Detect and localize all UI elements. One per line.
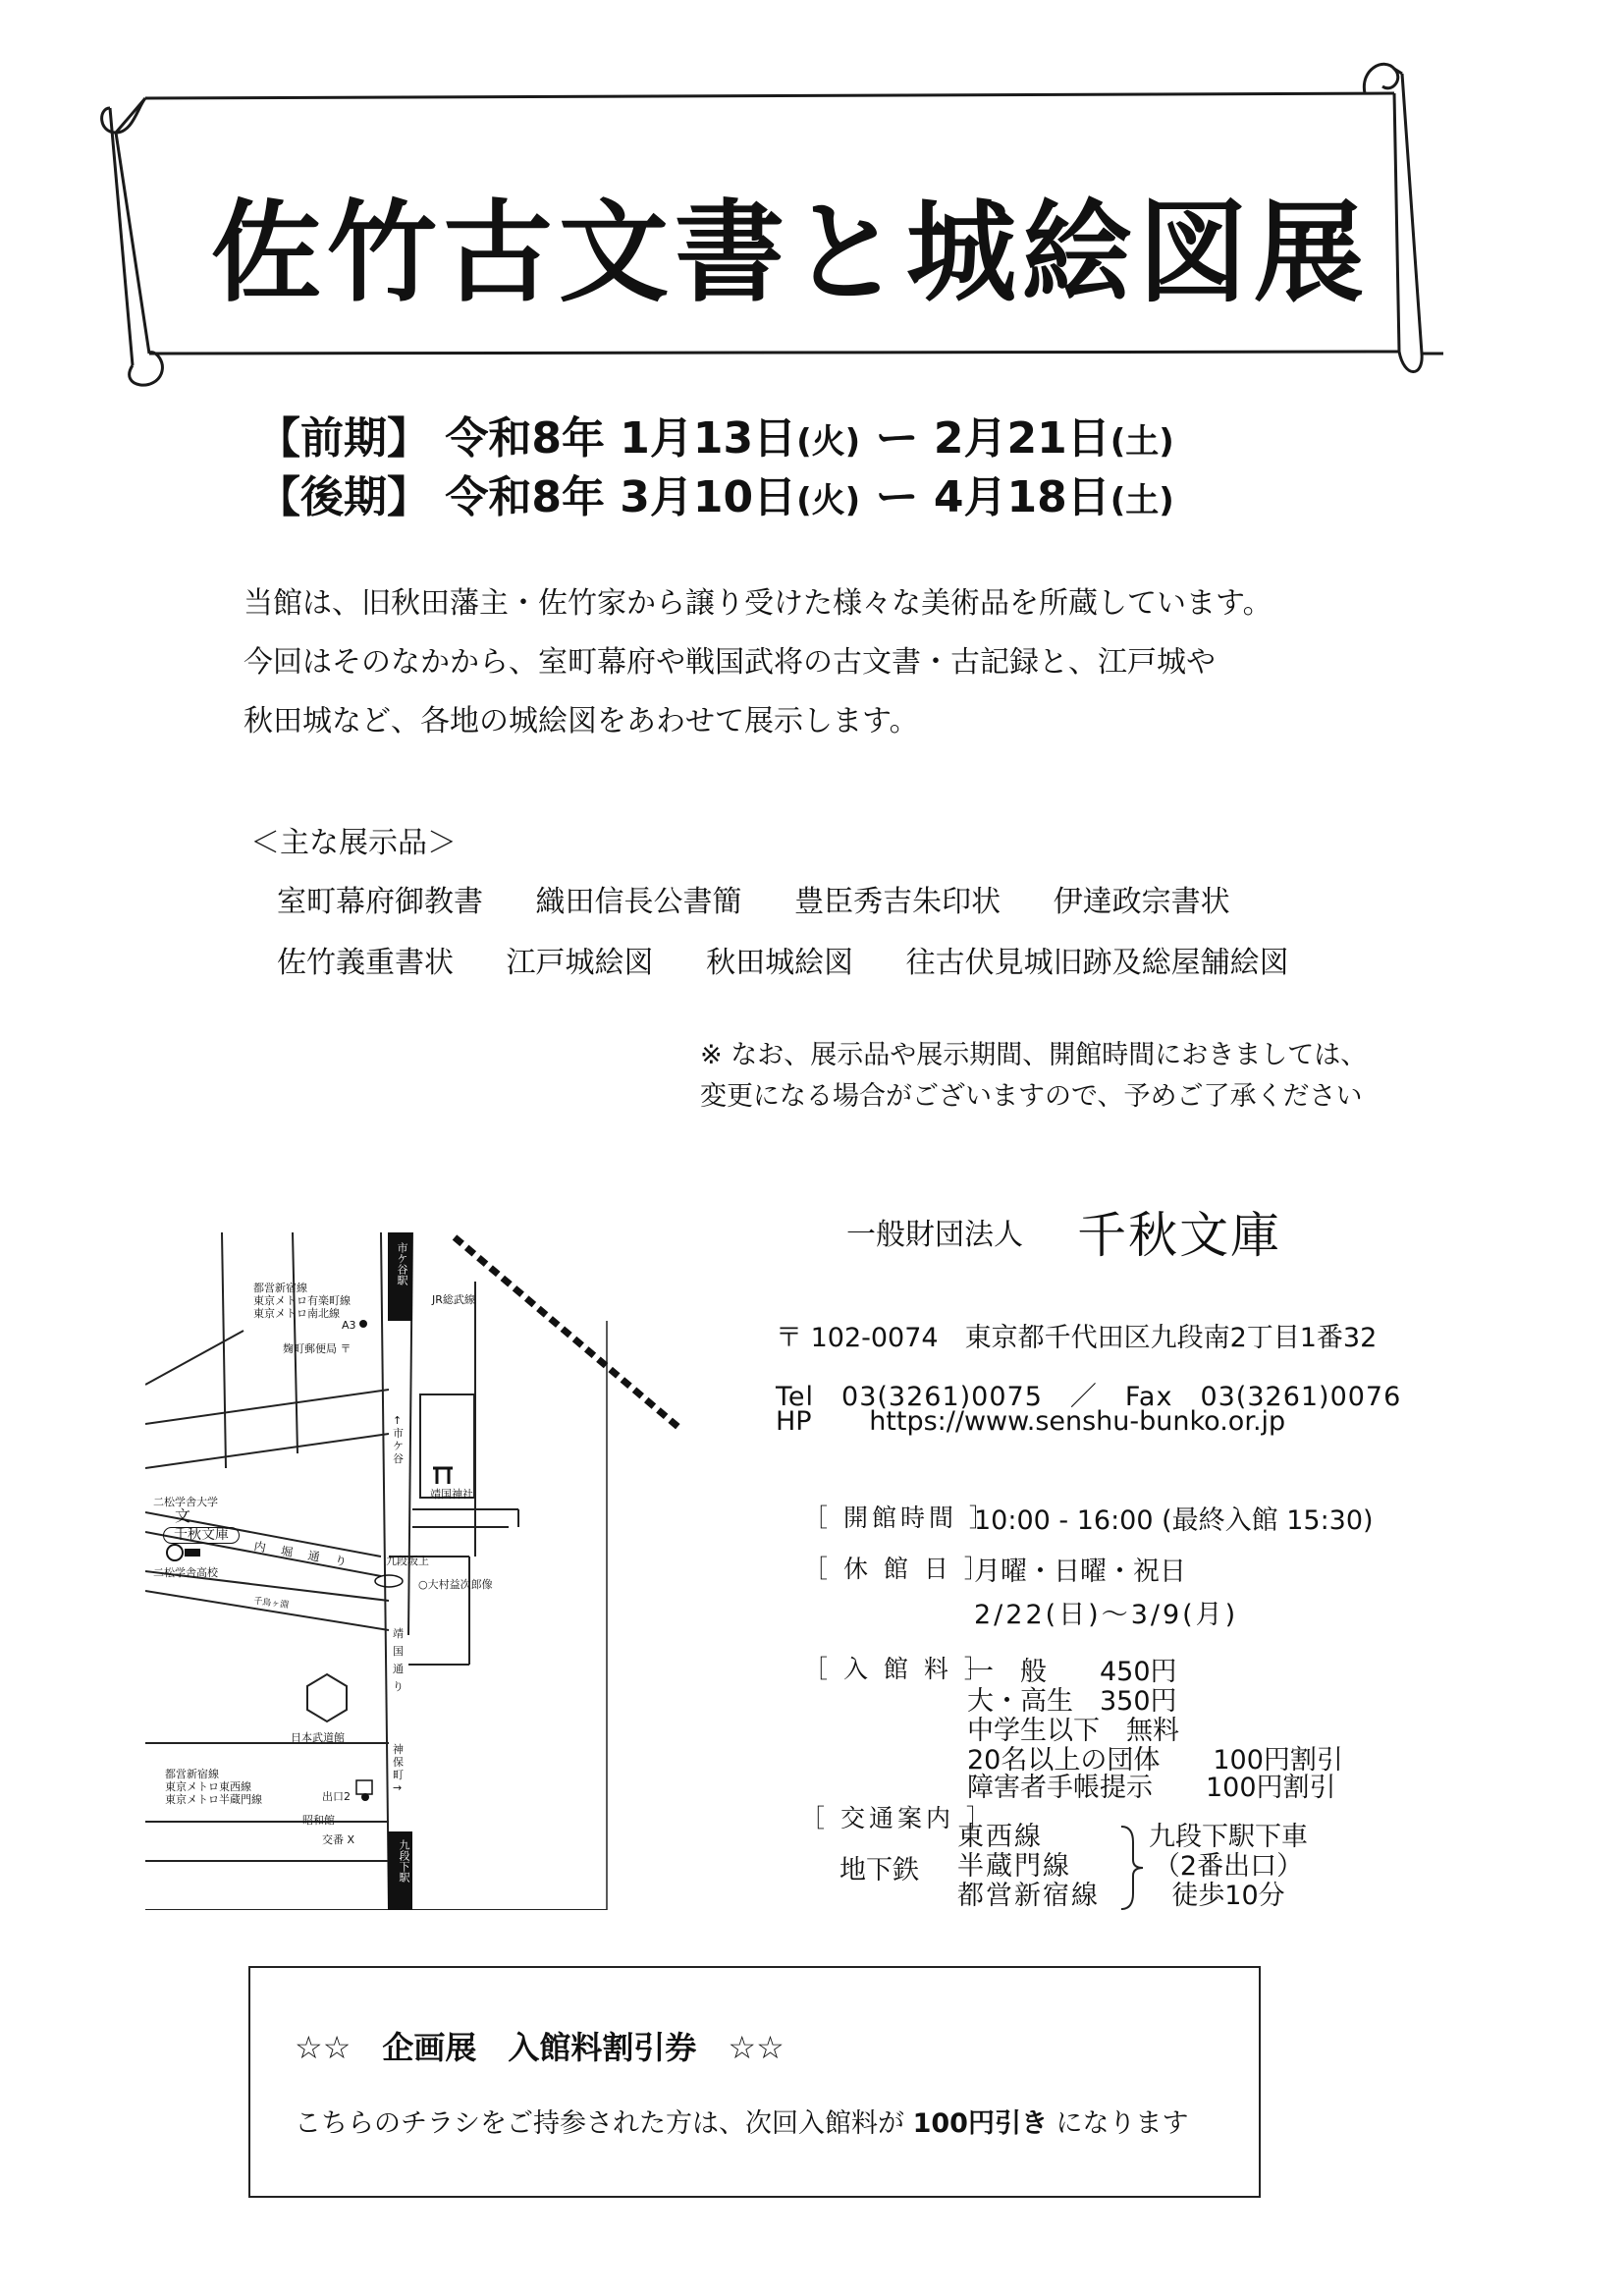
access-label: ［ 交通案内 ］ [800, 1804, 995, 1832]
map-streets [145, 1232, 690, 1910]
address: 〒 102-0074 東京都千代田区九段南2丁目1番32 [776, 1323, 1378, 1353]
homepage-label: HP [776, 1406, 812, 1437]
homepage [776, 1406, 1285, 1437]
intro-line: 秋田城など、各地の城絵図をあわせて展示します。 [244, 704, 919, 738]
period-end-day: (土) [1110, 422, 1174, 462]
period-start-day: (火) [796, 422, 861, 462]
map-line-label: 都営新宿線 [165, 1768, 219, 1780]
map-line-label: 東京メトロ東西線 [165, 1780, 251, 1793]
map-uchibori-dori: 内 堀 通 り [252, 1539, 353, 1570]
map-post-office: 麹町郵便局 〒 [283, 1342, 352, 1355]
period-first [257, 403, 1174, 465]
map-line-label: 東京メトロ有楽町線 [253, 1294, 351, 1307]
map-kudanzaka-ue: 九段坂上 [386, 1555, 429, 1567]
access-lines [957, 1823, 1100, 1911]
intro-text [244, 574, 1422, 751]
coupon-text-bold: 100円引き [912, 2108, 1048, 2139]
fee-child: 中学生以下 無料 [967, 1716, 1179, 1746]
exhibit-item: 佐竹義重書状 [277, 946, 454, 980]
hours-value: 10:00 - 16:00 (最終入館 15:30) [974, 1505, 1374, 1536]
access-subway: 地下鉄 [839, 1855, 919, 1885]
period-start-day: (火) [796, 481, 861, 520]
period-second [257, 462, 1174, 524]
period-end: 4月18日 [933, 472, 1110, 522]
notice [700, 1035, 1367, 1118]
fee-group: 20名以上の団体 100円割引 [967, 1745, 1343, 1776]
map-line-label: 東京メトロ半蔵門線 [165, 1793, 262, 1806]
map-yasukuni-shrine: 靖国神社 [430, 1488, 473, 1501]
station-walk: 徒歩10分 [1171, 1881, 1285, 1911]
map-showakan: 昭和館 [302, 1814, 335, 1827]
access-station [1149, 1823, 1308, 1911]
organization [846, 1196, 1281, 1267]
map-university-icon: 文 [175, 1506, 191, 1525]
map-to-jimbocho: 神保町→ [393, 1743, 404, 1794]
organization-kind: 一般財団法人 [846, 1218, 1023, 1252]
period-dash: ー [875, 413, 919, 464]
coupon-text [295, 2102, 1189, 2140]
exhibit-item: 江戸城絵図 [506, 946, 654, 980]
intro-line: 当館は、旧秋田藩主・佐竹家から譲り受けた様々な美術品を所蔵しています。 [244, 586, 1272, 621]
coupon-title: ☆☆ 企画展 入館料割引券 ☆☆ [295, 2029, 785, 2066]
coupon-text-pre: こちらのチラシをご持参された方は、次回入館料が [295, 2108, 913, 2139]
access-brace [1117, 1823, 1147, 1913]
access-map [145, 1232, 690, 1910]
intro-line: 今回はそのなかから、室町幕府や戦国武将の古文書・古記録と、江戸城や [244, 645, 1216, 680]
map-line-label: 東京メトロ南北線 [253, 1307, 340, 1320]
coupon-text-post: になります [1047, 2108, 1189, 2139]
period-era: 令和8年 [445, 472, 605, 522]
map-exit-2: 出口2 [322, 1790, 351, 1803]
line-name: 半蔵門線 [957, 1851, 1071, 1882]
map-exit-a3: A3 [342, 1319, 356, 1332]
map-nisho-university: 二松学舎大学 [153, 1496, 218, 1508]
exhibit-item: 秋田城絵図 [706, 946, 854, 980]
fee-disability: 障害者手帳提示 100円割引 [967, 1773, 1336, 1803]
organization-name: 千秋文庫 [1077, 1207, 1282, 1264]
map-kudanshita-station: 九段下駅 [398, 1839, 410, 1883]
exhibits-row [277, 877, 1273, 920]
station-exit: （2番出口） [1153, 1851, 1304, 1882]
exhibits-row [277, 938, 1332, 981]
period-start: 1月13日 [620, 413, 797, 464]
closed-label: ［ 休 館 日 ］ [803, 1555, 993, 1583]
line-name: 東西線 [957, 1822, 1043, 1852]
fee-student: 大・高生 350円 [967, 1686, 1177, 1717]
map-line-label: 都営新宿線 [253, 1282, 307, 1294]
closed-value: 月曜・日曜・祝日 [974, 1557, 1186, 1587]
homepage-url[interactable]: https://www.senshu-bunko.or.jp [869, 1406, 1286, 1437]
map-to-ichigaya: ↑市ケ谷 [393, 1414, 404, 1465]
notice-line: 変更になる場合がございますので、予めご了承ください [700, 1081, 1363, 1112]
map-koban: 交番 X [322, 1833, 355, 1846]
exhibits-heading: ＜主な展示品＞ [250, 826, 457, 860]
period-end-day: (土) [1110, 481, 1174, 520]
closed-period: 2/22(日)～3/9(月) [974, 1600, 1239, 1630]
fee-label: ［ 入 館 料 ］ [803, 1655, 993, 1683]
map-chidorigafuchi: 千鳥ヶ淵 [252, 1596, 290, 1612]
map-omura-statue: ○大村益次郎像 [418, 1578, 493, 1591]
line-name: 都営新宿線 [957, 1881, 1100, 1911]
hours-label: ［ 開館時間 ］ [803, 1503, 998, 1532]
map-jr-line: JR総武線 [432, 1293, 475, 1306]
map-ichigaya-station: 市ケ谷駅 [396, 1242, 408, 1285]
notice-line: ※ なお、展示品や展示期間、開館時間におきましては、 [700, 1040, 1368, 1070]
period-label: 【後期】 [257, 472, 430, 522]
station-name: 九段下駅下車 [1149, 1822, 1308, 1852]
map-nisho-highschool: 二松学舎高校 [153, 1566, 218, 1579]
period-end: 2月21日 [933, 413, 1110, 464]
phone-fax: Tel 03(3261)0075 ／ Fax 03(3261)0076 [776, 1382, 1402, 1412]
map-yasukuni-dori: 靖国通り [393, 1627, 404, 1693]
period-label: 【前期】 [257, 413, 430, 464]
page-title: 佐竹古文書と城絵図展 [211, 189, 1370, 317]
period-era: 令和8年 [445, 413, 605, 464]
map-budokan: 日本武道館 [291, 1731, 345, 1744]
period-dash: ー [875, 472, 919, 522]
exhibit-item: 豊臣秀吉朱印状 [794, 885, 1001, 919]
exhibit-item: 往古伏見城旧跡及総屋舗絵図 [905, 946, 1289, 980]
exhibit-item: 室町幕府御教書 [277, 885, 483, 919]
discount-coupon [248, 1966, 1261, 2198]
map-senshu-bunko: 千秋文庫 [163, 1527, 240, 1544]
period-start: 3月10日 [620, 472, 797, 522]
exhibit-item: 織田信長公書簡 [535, 885, 742, 919]
fee-general: 一 般 450円 [967, 1657, 1177, 1687]
exhibit-item: 伊達政宗書状 [1053, 885, 1230, 919]
